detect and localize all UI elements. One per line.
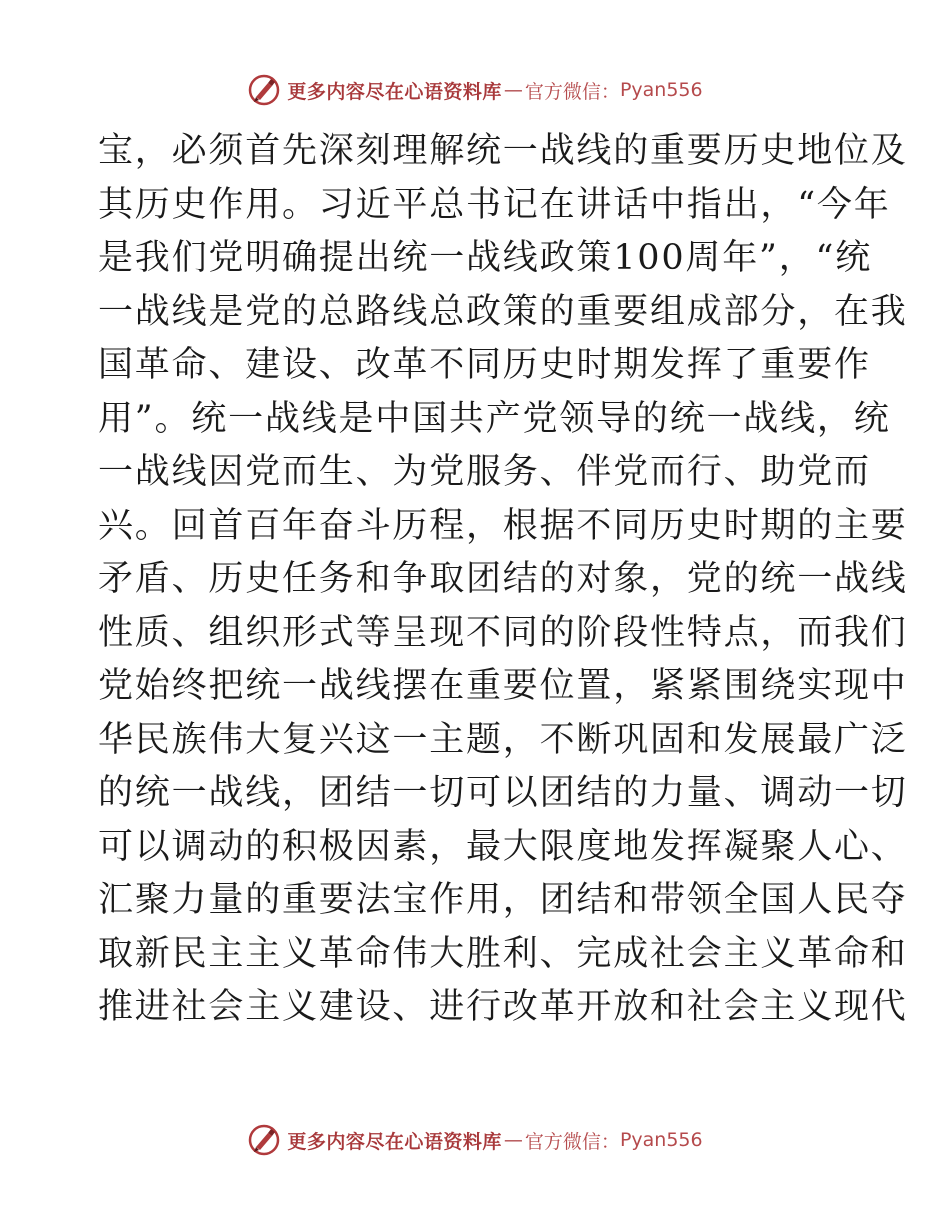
body-line: 矛盾、历史任务和争取团结的对象，党的统一战线: [98, 559, 908, 599]
header-wechat-label: 官方微信：: [524, 80, 620, 103]
pen-logo-icon: [247, 73, 281, 107]
footer-wechat-id: Pyan556: [619, 1129, 703, 1151]
body-line: 可以调动的积极因素，最大限度地发挥凝聚人心、: [98, 826, 908, 867]
body-line: 推进社会主义建设、进行改革开放和社会主义现代: [98, 987, 908, 1027]
body-line: 宝，必须首先深刻理解统一战线的重要历史地位及: [98, 131, 908, 171]
body-line: 的统一战线，团结一切可以团结的力量、调动一切: [98, 773, 908, 813]
body-line: 一战线是党的总路线总政策的重要组成部分，在我: [98, 291, 908, 332]
footer-wechat-label: 官方微信：: [524, 1130, 620, 1153]
body-line: 国革命、建设、改革不同历史时期发挥了重要作: [98, 345, 871, 385]
body-line: 用”。统一战线是中国共产党领导的统一战线，统: [98, 398, 891, 439]
body-line: 华民族伟大复兴这一主题，不断巩固和发展最广泛: [98, 719, 908, 760]
body-line: 一战线因党而生、为党服务、伴党而行、助党而: [98, 452, 871, 492]
body-line: 性质、组织形式等呈现不同的阶段性特点，而我们: [98, 612, 908, 653]
body-line: 其历史作用。习近平总书记在讲话中指出，“今年: [98, 184, 891, 225]
footer-site-name: 更多内容尽在心语资料库: [287, 1130, 502, 1153]
header-banner: [0, 70, 950, 110]
footer-separator: —: [503, 1129, 523, 1151]
body-line: 是我们党明确提出统一战线政策100周年”，“统: [98, 238, 872, 278]
body-line: 取新民主主义革命伟大胜利、完成社会主义革命和: [98, 933, 908, 974]
footer-banner: [0, 1120, 950, 1160]
body-line: 汇聚力量的重要法宝作用，团结和带领全国人民夺: [98, 880, 908, 920]
header-separator: —: [503, 79, 523, 101]
header-site-name: 更多内容尽在心语资料库: [287, 80, 502, 103]
document-body: [98, 125, 908, 1035]
body-line: 兴。回首百年奋斗历程，根据不同历史时期的主要: [98, 505, 908, 546]
header-wechat-id: Pyan556: [619, 79, 703, 101]
body-line: 党始终把统一战线摆在重要位置，紧紧围绕实现中: [98, 666, 908, 706]
pen-logo-icon: [247, 1123, 281, 1157]
